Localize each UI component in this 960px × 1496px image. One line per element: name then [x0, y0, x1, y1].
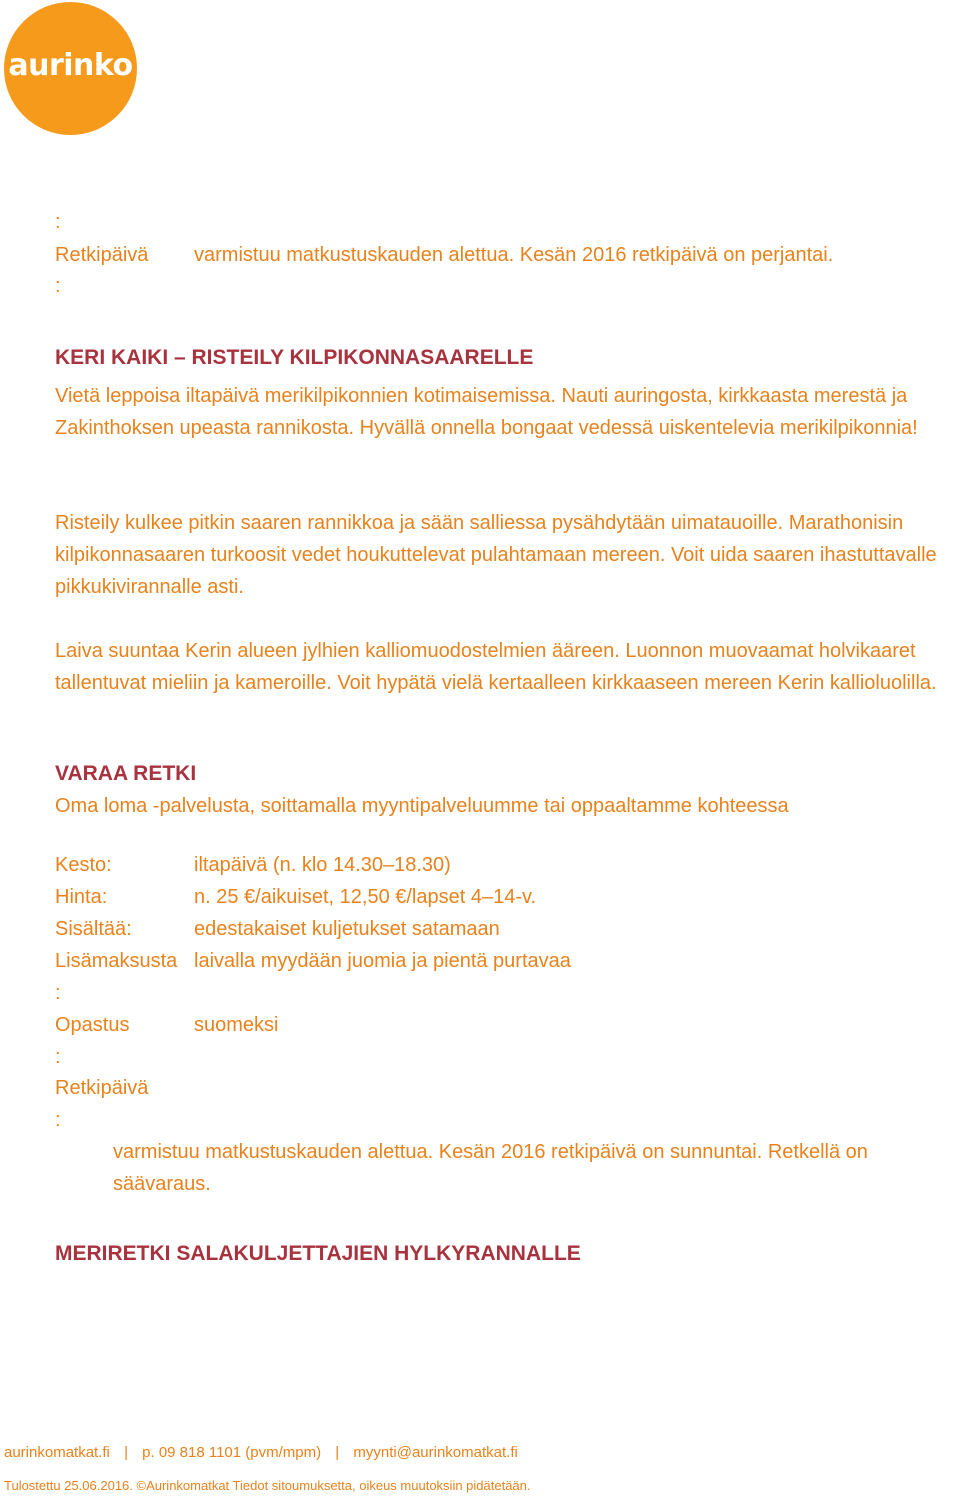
section-title-meriretki: MERIRETKI SALAKULJETTAJIEN HYLKYRANNALLE	[55, 1242, 581, 1265]
top-retkipaiva-value: varmistuu matkustuskauden alettua. Kesän 2016 retkipäivä on perjantai.	[194, 244, 834, 266]
kesto-value: iltapäivä (n. klo 14.30–18.30)	[194, 854, 451, 876]
logo-text: aurinko	[8, 48, 133, 83]
book-text: Oma loma -palvelusta, soittamalla myyntipalveluumme tai oppaaltamme kohteessa	[55, 795, 789, 817]
opastus-label: Opastus	[55, 1014, 130, 1036]
hinta-label: Hinta:	[55, 886, 108, 908]
footer-printed-note: Tulostettu 25.06.2016. ©Aurinkomatkat Tiedot sitoumuksetta, oikeus muutoksiin pidätetään.	[4, 1478, 531, 1493]
paragraph-route: Risteily kulkee pitkin saaren rannikkoa ja sään salliessa pysähdytään uimatauoille. Marathonisin kilpikonnasaaren turkoosit vedet houkuttelevat pulahtamaan mereen. Voit uida saaren ihastuttavalle pikkukivirannalle asti.	[55, 512, 937, 598]
footer-separator: |	[335, 1444, 340, 1461]
footer-email-link[interactable]: myynti@aurinkomatkat.fi	[353, 1444, 518, 1461]
kesto-label: Kesto:	[55, 854, 112, 876]
footer-website-link[interactable]: aurinkomatkat.fi	[4, 1444, 110, 1461]
section-title-keri-kaiki: KERI KAIKI – RISTEILY KILPIKONNASAARELLE	[55, 346, 534, 369]
sisaltaa-label: Sisältää:	[55, 918, 132, 940]
paragraph-cliffs: Laiva suuntaa Kerin alueen jylhien kalliomuodostelmien ääreen. Luonnon muovaamat holvikaaret tallentuvat mieliin ja kameroille. Voit hypätä vielä kertaalleen kirkkaaseen mereen Kerin kallioluolilla.	[55, 640, 937, 694]
lisamaksusta-label: Lisämaksusta	[55, 950, 178, 972]
opastus-value: suomeksi	[194, 1014, 279, 1036]
top-retkipaiva-label: Retkipäivä	[55, 244, 149, 266]
paragraph-intro: Vietä leppoisa iltapäivä merikilpikonnien kotimaisemissa. Nauti auringosta, kirkkaasta merestä ja Zakinthoksen upeasta rannikosta. Hyvällä onnella bongaat vedessä uiskentelevia merikilpikonnia!	[55, 385, 918, 439]
retkipaiva-value: varmistuu matkustuskauden alettua. Kesän 2016 retkipäivä on sunnuntai. Retkellä on säävaraus.	[113, 1141, 868, 1195]
hinta-value: n. 25 €/aikuiset, 12,50 €/lapset 4–14-v.	[194, 886, 537, 908]
sisaltaa-value: edestakaiset kuljetukset satamaan	[194, 918, 500, 940]
lisamaksusta-value: laivalla myydään juomia ja pientä purtavaa	[194, 950, 571, 972]
retkipaiva-label: Retkipäivä	[55, 1077, 149, 1099]
retkipaiva-colon: :	[55, 1109, 61, 1131]
footer-phone: p. 09 818 1101 (pvm/mpm)	[142, 1444, 322, 1461]
footer-separator: |	[124, 1444, 128, 1461]
top-colon-2: :	[55, 275, 61, 297]
footer-contact	[4, 1444, 518, 1461]
top-colon-1: :	[55, 211, 61, 233]
opastus-colon: :	[55, 1046, 61, 1068]
book-title: VARAA RETKI	[55, 762, 197, 785]
aurinko-logo[interactable]	[4, 2, 137, 135]
lisamaksusta-colon: :	[55, 982, 61, 1004]
